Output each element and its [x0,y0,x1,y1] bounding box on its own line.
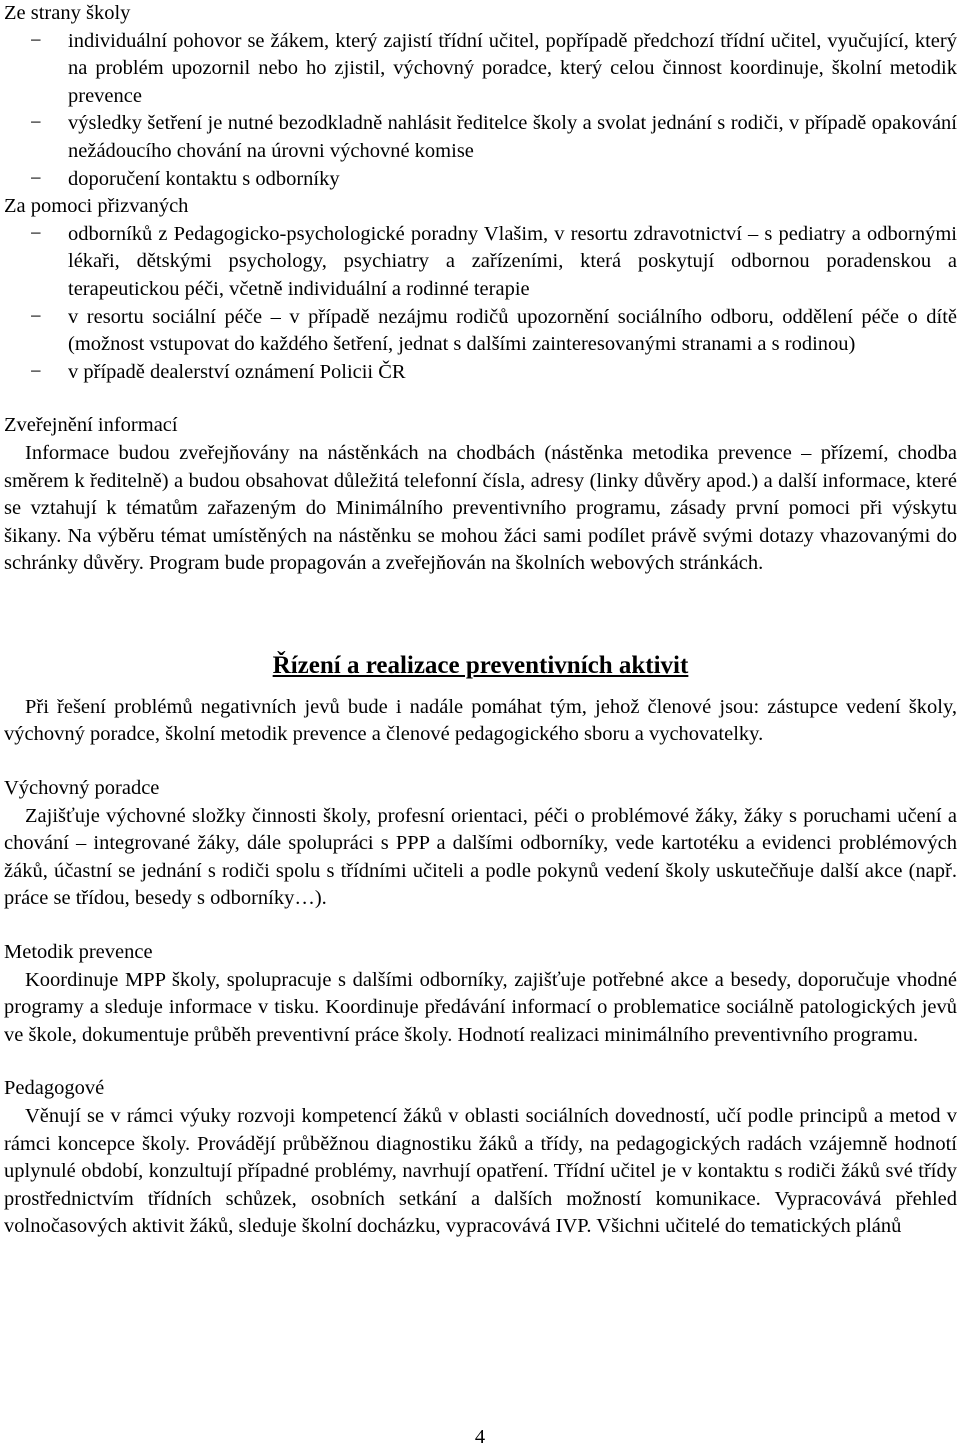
list-item-text: v resortu sociální péče – v případě nezájmu rodičů upozornění sociálního odboru, oddělení péče o dítě (možnost vstupovat do každého šetření, jednat s dalšími zainteresovanými stranami a s rodinou) [68,305,957,356]
pedagogove-paragraph: Věnují se v rámci výuky rozvoji kompetencí žáků v oblasti sociálních dovedností, učí podle principů a metod v rámci koncepce školy. Provádějí průběžnou diagnostiku žáků a třídy, na pedagogických radách vzájemně hodnotí uplynulé období, konzultují případné problémy, navrhují opatření. Třídní učitel je v kontaktu s rodiči žáků své třídy prostřednictvím třídních schůzek, osobních setkání a dalších možností komunikace. Vypracovává přehled volnočasových aktivit žáků, sleduje školní docházku, vypracovává IVP. Všichni učitelé do tematických plánů [4,1105,957,1238]
list-item-text: v případě dealerství oznámení Policii ČR [68,360,406,383]
list-item [4,166,957,194]
list-item-text: doporučení kontaktu s odborníky [68,167,340,190]
zverejneni-paragraph: Informace budou zveřejňovány na nástěnkách na chodbách (nástěnka metodika prevence – přízemí, chodba směrem k ředitelně) a budou obsahovat důležitá telefonní čísla, adresy (linky důvěry apod.) a další informace, které se vztahují k tématům zařazeným do Minimálního preventivního programu, zásady první pomoci při výskytu šikany. Na výběru témat umístěných na nástěnku se mohou žáci sami podílet právě svými dotazy vhazovanými do schránky důvěry. Program bude propagován a zveřejňován na školních webových stránkách. [4,441,957,575]
rizeni-paragraph: Při řešení problémů negativních jevů bude i nadále pomáhat tým, jehož členové jsou: zástupce vedení školy, výchovný poradce, školní metodik prevence a členové pedagogického sboru a vychovatelky. [4,695,957,746]
list-item-text: výsledky šetření je nutné bezodkladně nahlásit ředitelce školy a svolat jednání s rodiči, v případě opakování nežádoucího chování na úrovni výchovné komise [68,112,957,162]
poradce-heading: Výchovný poradce [4,777,160,800]
list-item [4,221,957,304]
section-title: Řízení a realizace preventivních aktivit [272,651,689,679]
dash-bullet: − [30,167,42,190]
dash-bullet: − [30,360,42,383]
metodik-paragraph: Koordinuje MPP školy, spolupracuje s dalšími odborníky, zajišťuje potřebné akce a besedy, doporučuje vhodné programy a sleduje informace v tisku. Koordinuje předávání informací o problematice sociálně patologických jevů ve škole, dokumentuje průběh preventivní práce školy. Hodnotí realizaci minimálního preventivního programu. [4,968,957,1046]
document-page [4,0,957,1241]
list-item-text: individuální pohovor se žákem, který zajistí třídní učitel, popřípadě předchozí třídní učitel, vyučující, který na problém upozornil nebo ho zjistil, výchovný poradce, který celou činnost koordinuje, školní metodik prevence [68,29,957,107]
zverejneni-heading: Zveřejnění informací [4,414,178,437]
list-item [4,110,957,165]
dash-bullet: − [30,112,42,135]
dash-bullet: − [30,305,42,328]
page-number: 4 [474,1426,486,1448]
pedagogove-heading: Pedagogové [4,1077,105,1100]
dash-bullet: − [30,29,42,52]
poradce-paragraph: Zajišťuje výchovné složky činnosti školy, profesní orientaci, péči o problémové žáky, žáky s poruchami učení a chování – integrované žáky, dále spolupráci s PPP a dalšími odborníky, vede kartotéku a evidenci problémových žáků, účastní se jednání s rodiči spolu s třídními učiteli a podle pokynů vedení školy uskutečňuje další akce (např. práce se třídou, besedy s odborníky…). [4,804,957,910]
dash-bullet: − [30,222,42,245]
list-item [4,359,957,387]
prizvani-heading: Za pomoci přizvaných [4,195,189,218]
skola-heading: Ze strany školy [4,2,131,24]
metodik-heading: Metodik prevence [4,941,153,964]
list-item [4,28,957,111]
list-item-text: odborníků z Pedagogicko-psychologické poradny Vlašim, v resortu zdravotnictví – s pediatry a odbornými lékaři, dětskými psychology, psychiatry a zařízeními, která poskytují odbornou poradenskou a terapeutickou péči, včetně individuální a rodinné terapie [68,222,957,300]
list-item [4,304,957,359]
